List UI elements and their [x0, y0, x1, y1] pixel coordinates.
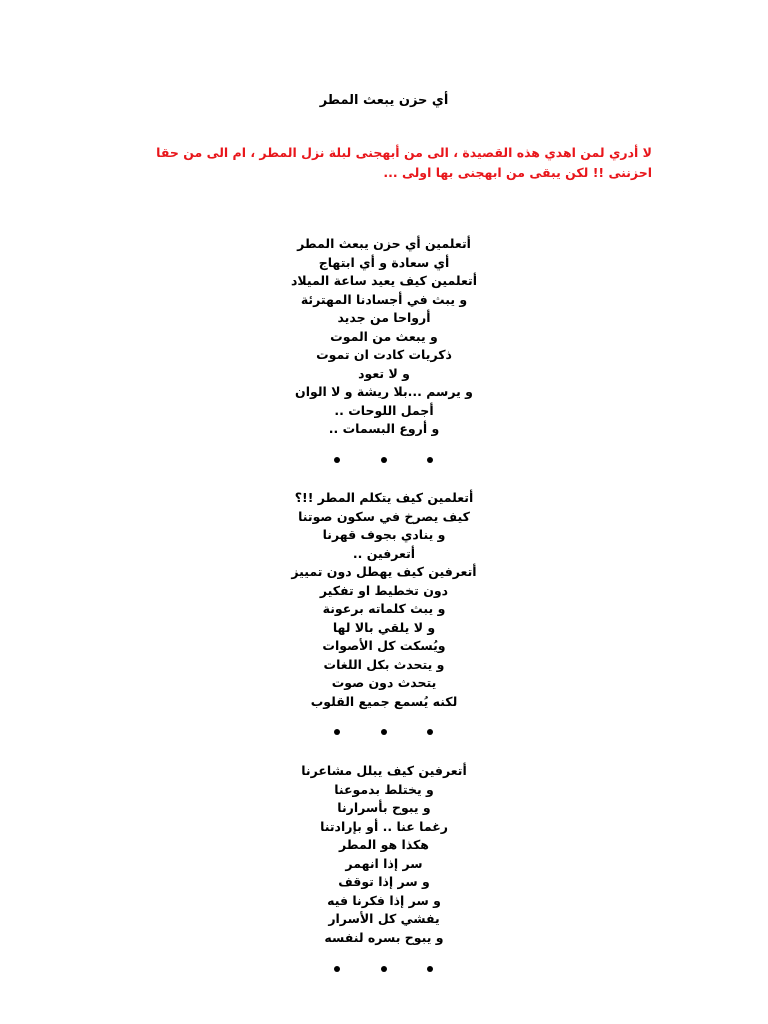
- stanza-3: [184, 762, 584, 947]
- poem-line: كيف يصرخ في سكون صوتنا: [298, 508, 470, 524]
- poem-line: و يتحدث بكل اللغات: [323, 656, 445, 672]
- intro-dedication: لا أدري لمن اهدي هذه القصيدة ، الى من أبهجنى لبلة نزل المطر ، ام الى من حقا احزننى !! لكن يبقى من ابهجنى بها اولى ...: [156, 145, 652, 180]
- separator-dot: [427, 729, 433, 735]
- poem-line: و يبعث من الموت: [330, 328, 438, 344]
- stanza-separator-3: [0, 964, 768, 974]
- poem-line: أتعلمين أي حزن يبعث المطر: [297, 236, 471, 251]
- separator-dot: [381, 729, 387, 735]
- poem-line: و أروع البسمات ..: [328, 421, 440, 436]
- poem-line: و ينادي بجوف قهرنا: [322, 527, 446, 542]
- poem-line: و سر إذا فكرنا فيه: [327, 892, 441, 908]
- poem-line: أتعلمين كيف يعيد ساعة الميلاد: [290, 273, 478, 288]
- poem-line: أجمل اللوحات ..: [334, 402, 434, 418]
- poem-line: سر إذا انهمر: [345, 855, 423, 871]
- stanza-separator-1: [0, 455, 768, 465]
- poem-line: و يختلط بدموعنا: [334, 781, 434, 797]
- poem-line: أتعلمين كيف يتكلم المطر !!؟: [294, 490, 474, 505]
- separator-dot: [381, 457, 387, 463]
- poem-line: و لا تعود: [358, 365, 410, 381]
- poem-line: رغما عنا .. أو بإرادتنا: [320, 818, 448, 834]
- stanza-1: [184, 235, 584, 439]
- poem-line: يفشي كل الأسرار: [328, 911, 440, 926]
- poem-line: أتعرفين كيف يهطل دون تمييز: [291, 564, 477, 579]
- poem-line: هكذا هو المطر: [339, 837, 429, 852]
- poem-line: أتعرفين ..: [352, 545, 416, 561]
- separator-dot: [427, 966, 433, 972]
- poem-line: و لا يلقي بالا لها: [332, 619, 436, 635]
- poem-title: أي حزن يبعث المطر: [319, 93, 449, 108]
- separator-dot: [381, 966, 387, 972]
- poem-line: أرواحا من جديد: [337, 310, 431, 325]
- poem-line: و يبث في أجسادنا المهترئة: [300, 291, 468, 307]
- poem-line: ويُسكت كل الأصوات: [322, 638, 446, 653]
- separator-dot: [334, 966, 340, 972]
- poem-line: و يرسم ...بلا ريشة و لا الوان: [295, 384, 473, 399]
- poem-line: و سر إذا توقف: [338, 874, 430, 889]
- poem-line: و يبوح بأسرارنا: [337, 800, 431, 815]
- stanza-separator-2: [0, 727, 768, 737]
- poem-line: دون تخطيط او تفكير: [319, 582, 449, 598]
- poem-line: ذكريات كادت ان تموت: [316, 347, 452, 362]
- poem-line: أتعرفين كيف يبلل مشاعرنا: [301, 763, 467, 778]
- poem-line: و يبوح بسره لنفسه: [324, 929, 444, 945]
- poem-line: أي سعادة و أي ابتهاج: [318, 254, 450, 270]
- separator-dot: [427, 457, 433, 463]
- poem-line: لكنه يُسمع جميع القلوب: [310, 693, 458, 709]
- poem-line: و يبث كلماته برعونة: [322, 601, 446, 616]
- separator-dot: [334, 729, 340, 735]
- separator-dot: [334, 457, 340, 463]
- stanza-2: [184, 489, 584, 711]
- poem-line: يتحدث دون صوت: [331, 675, 437, 690]
